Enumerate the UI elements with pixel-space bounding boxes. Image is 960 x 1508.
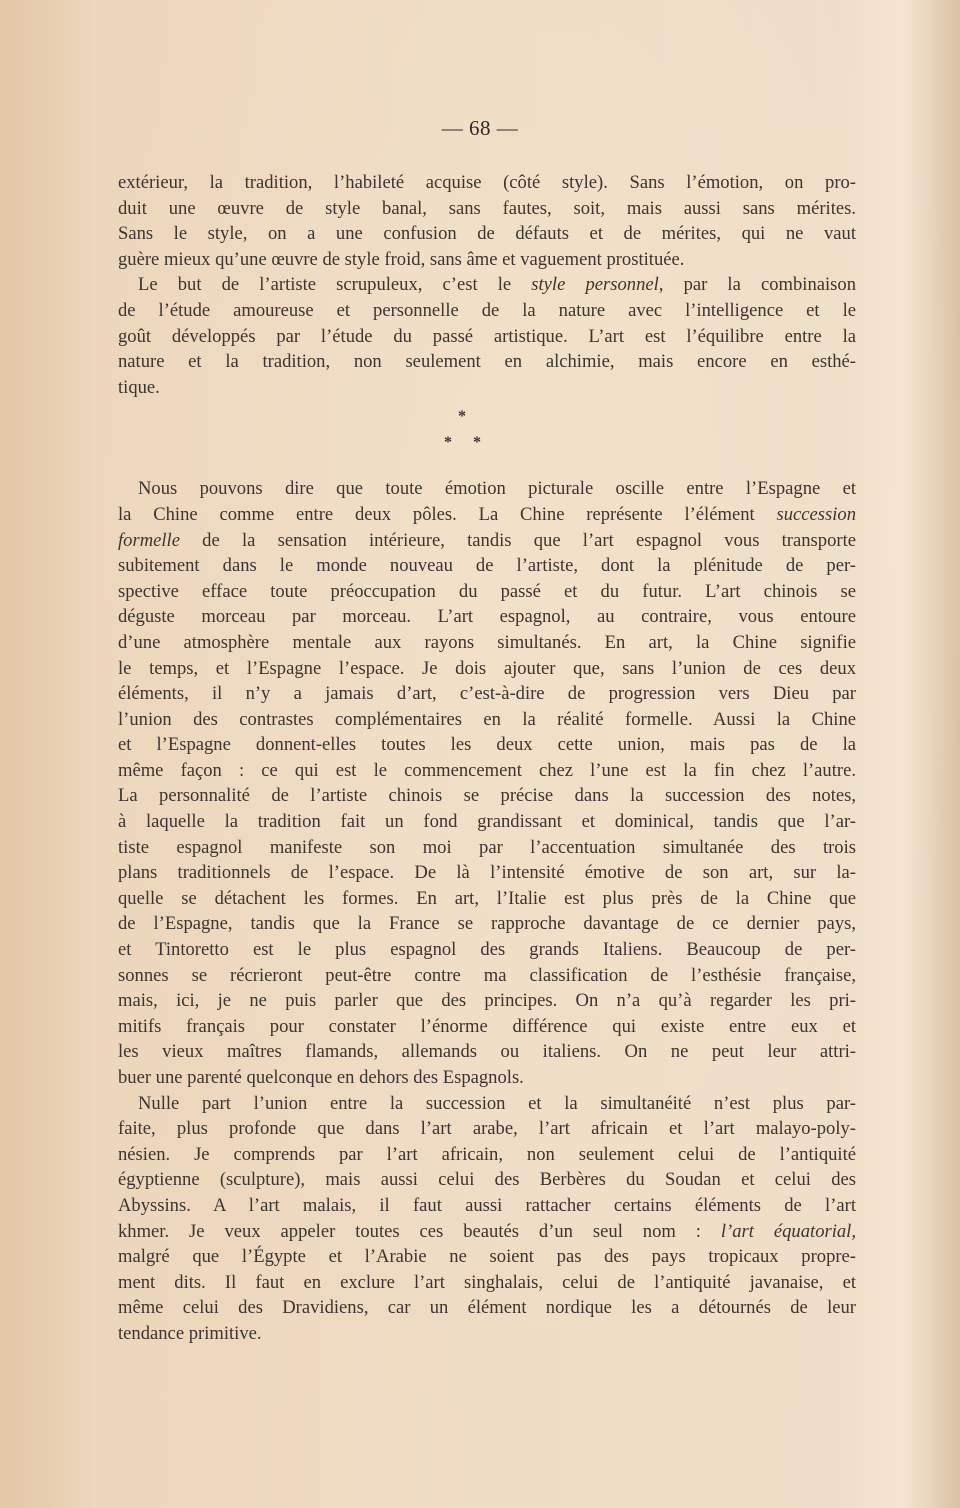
text-line	[118, 349, 856, 375]
text-run: duit une œuvre de style banal, sans fautes, soit, mais aussi sans mérites.	[118, 197, 856, 219]
text-line	[118, 860, 856, 886]
paragraph-p4	[118, 1091, 856, 1347]
asterism-star-icon: *	[458, 408, 466, 426]
text-line	[118, 1219, 856, 1245]
text-run: sonnes se récrieront peut-être contre ma classification de l’esthésie française,	[118, 964, 856, 986]
italic-phrase: formelle	[118, 529, 180, 551]
text-run: et Tintoretto est le plus espagnol des grands Italiens. Beaucoup de per-	[118, 939, 856, 961]
text-line	[118, 1039, 856, 1065]
text-line	[118, 809, 856, 835]
text-run: nésien. Je comprends par l’art africain, non seulement celui de l’antiquité	[118, 1143, 856, 1165]
text-line	[118, 1167, 856, 1193]
text-line	[118, 528, 856, 554]
text-run: à laquelle la tradition fait un fond grandissant et dominical, tandis que l’ar-	[118, 811, 856, 833]
text-run: malgré que l’Égypte et l’Arabie ne soient pas des pays tropicaux propre-	[118, 1246, 856, 1268]
text-run: le temps, et l’Espagne l’espace. Je dois ajouter que, sans l’union de ces deux	[118, 657, 856, 679]
text-line	[118, 1295, 856, 1321]
text-line	[118, 1270, 856, 1296]
text-line	[118, 963, 856, 989]
italic-phrase: succession	[776, 503, 856, 525]
text-run: Sans le style, on a une confusion de défauts et de mérites, qui ne vaut	[118, 223, 856, 245]
text-line	[118, 681, 856, 707]
text-line	[118, 758, 856, 784]
text-run: buer une parenté quelconque en dehors des Espagnols.	[118, 1067, 524, 1088]
asterism-star-icon: *	[473, 434, 481, 452]
text-run: Nulle part l’union entre la succession et la simultanéité n’est plus par-	[138, 1092, 856, 1114]
text-line	[118, 196, 856, 222]
text-run: par la combinaison	[663, 274, 856, 296]
text-line	[118, 1321, 856, 1347]
section-break-asterism	[118, 400, 856, 476]
text-line	[118, 835, 856, 861]
text-run: tiste espagnol manifeste son moi par l’accentuation simultanée des trois	[118, 836, 856, 858]
text-line	[118, 783, 856, 809]
text-run: spective efface toute préoccupation du passé et du futur. L’art chinois se	[118, 580, 856, 602]
text-run: tendance primitive.	[118, 1322, 262, 1344]
text-run: ment dits. Il faut en exclure l’art singhalais, celui de l’antiquité javanaise, et	[118, 1271, 856, 1293]
text-line	[118, 886, 856, 912]
paragraph-p1-continuation	[118, 170, 856, 272]
text-line	[118, 170, 856, 196]
text-line	[118, 579, 856, 605]
text-run: La personnalité de l’artiste chinois se précise dans la succession des notes,	[118, 785, 856, 807]
text-run: nature et la tradition, non seulement en alchimie, mais encore en esthé-	[118, 351, 856, 373]
italic-phrase: l’art équatorial,	[720, 1220, 856, 1242]
text-line	[118, 375, 856, 401]
text-run: plans traditionnels de l’espace. De là l’intensité émotive de son art, sur la-	[118, 862, 856, 884]
text-run: mitifs français pour constater l’énorme différence qui existe entre eux et	[118, 1015, 856, 1037]
italic-phrase: style personnel,	[531, 274, 664, 296]
text-line	[118, 247, 856, 273]
text-line	[118, 604, 856, 630]
text-run: et l’Espagne donnent-elles toutes les deux cette union, mais pas de la	[118, 734, 856, 756]
text-line	[118, 272, 856, 298]
text-run: Le but de l’artiste scrupuleux, c’est le	[138, 274, 532, 296]
text-line	[118, 707, 856, 733]
text-line	[118, 911, 856, 937]
text-line	[118, 732, 856, 758]
text-run: même façon : ce qui est le commencement chez l’une est la fin chez l’autre.	[118, 759, 856, 781]
text-run: de l’Espagne, tandis que la France se rapproche davantage de ce dernier pays,	[118, 913, 856, 935]
text-run: quelle se détachent les formes. En art, l’Italie est plus près de la Chine que	[118, 887, 856, 909]
text-run: les vieux maîtres flamands, allemands ou italiens. On ne peut leur attri-	[118, 1041, 856, 1063]
paragraph-p3	[118, 476, 856, 1090]
text-run: d’une atmosphère mentale aux rayons simultanés. En art, la Chine signifie	[118, 631, 856, 653]
text-run: faite, plus profonde que dans l’art arabe, l’art africain et l’art malayo-poly-	[118, 1118, 856, 1140]
text-run: de l’étude amoureuse et personnelle de la nature avec l’intelligence et le	[118, 299, 856, 321]
text-run: de la sensation intérieure, tandis que l’art espagnol vous transporte	[179, 529, 856, 551]
text-block	[118, 170, 856, 1347]
text-line	[118, 988, 856, 1014]
text-run: même celui des Dravidiens, car un élément nordique les a détournés de leur	[118, 1297, 856, 1319]
text-run: guère mieux qu’une œuvre de style froid, sans âme et vaguement prostituée.	[118, 248, 685, 270]
text-line	[118, 1091, 856, 1117]
asterism-star-icon: *	[444, 434, 452, 452]
text-run: Nous pouvons dire que toute émotion picturale oscille entre l’Espagne et	[138, 478, 856, 500]
text-line	[118, 298, 856, 324]
text-line	[118, 1142, 856, 1168]
text-run: éléments, il n’y a jamais d’art, c’est-à-dire de progression vers Dieu par	[118, 683, 856, 705]
text-run: égyptienne (sculpture), mais aussi celui des Berbères du Soudan et celui des	[118, 1169, 856, 1191]
text-line	[118, 1244, 856, 1270]
page-number: — 68 —	[441, 116, 519, 140]
text-line	[118, 502, 856, 528]
text-run: la Chine comme entre deux pôles. La Chine représente l’élément	[118, 503, 777, 525]
text-line	[118, 630, 856, 656]
text-run: extérieur, la tradition, l’habileté acquise (côté style). Sans l’émotion, on pro-	[118, 172, 856, 193]
text-line	[118, 553, 856, 579]
text-run: Abyssins. A l’art malais, il faut aussi rattacher certains éléments de l’art	[118, 1194, 856, 1216]
text-line	[118, 1116, 856, 1142]
text-line	[118, 324, 856, 350]
text-line	[118, 1014, 856, 1040]
text-run: tique.	[118, 376, 160, 398]
text-line	[118, 476, 856, 502]
text-line	[118, 937, 856, 963]
text-line	[118, 1193, 856, 1219]
text-run: goût développés par l’étude du passé artistique. L’art est l’équilibre entre la	[118, 325, 856, 347]
paragraph-p2	[118, 272, 856, 400]
text-line	[118, 656, 856, 682]
text-run: mais, ici, je ne puis parler que des principes. On n’a qu’à regarder les pri-	[118, 990, 856, 1012]
text-line	[118, 221, 856, 247]
text-run: déguste morceau par morceau. L’art espagnol, au contraire, vous entoure	[118, 606, 856, 628]
text-run: subitement dans le monde nouveau de l’artiste, dont la plénitude de per-	[118, 555, 856, 577]
text-run: khmer. Je veux appeler toutes ces beautés d’un seul nom :	[118, 1220, 721, 1242]
text-run: l’union des contrastes complémentaires en la réalité formelle. Aussi la Chine	[118, 708, 856, 730]
text-line	[118, 1065, 856, 1091]
